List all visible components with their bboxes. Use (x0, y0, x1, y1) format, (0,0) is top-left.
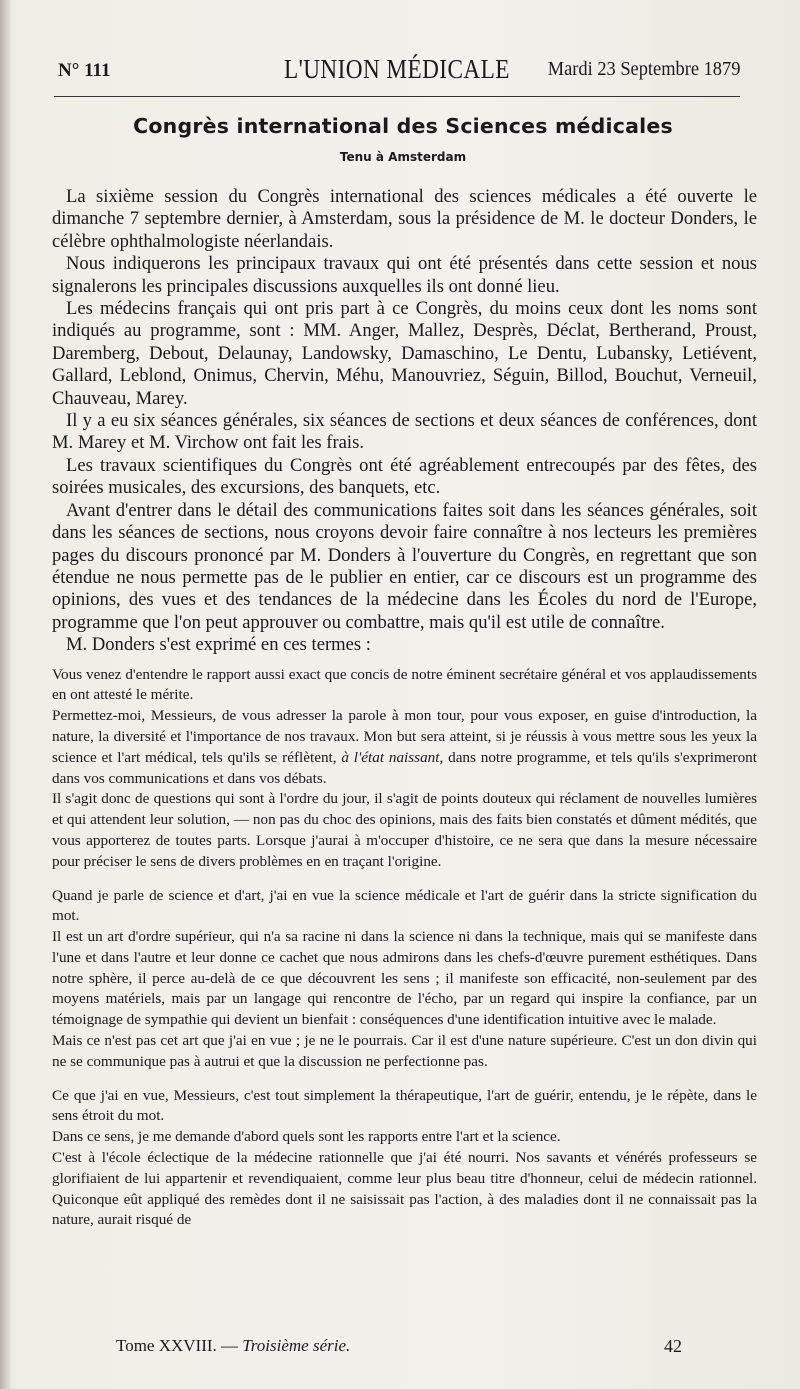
speech-paragraph: Il est un art d'ordre supérieur, qui n'a sa racine ni dans la science ni dans la technique, mais qui se manifeste dans l'une et dans l'autre et leur donne ce cachet que nous admirons dans les chefs-d'œuvre purement esthétiques. Dans notre sphère, il perce au-delà de ce que découvrent les sens ; il manifeste son efficacité, non-seulement par des moyens matériels, mais par un langage qui rencontre de l'écho, par un regard qui inspire la confiance, par un témoignage de sympathie qui devient un bienfait : conséquences d'une identification intuitive avec le malade. (52, 928, 757, 1029)
intro-paragraph: La sixième session du Congrès international des sciences médicales a été ouverte le dimanche 7 septembre dernier, à Amsterdam, sous la présidence de M. le docteur Donders, le célèbre ophthalmologiste néerlandais. (52, 186, 757, 252)
article-subtitle: Tenu à Amsterdam (339, 150, 467, 164)
speech-text: dans notre programme, et tels qu'ils s'exprimeront dans vos communications et dans vos débats. (52, 748, 757, 787)
intro-paragraph: Les travaux scientifiques du Congrès ont été agréablement entrecoupés par des fêtes, des soirées musicales, des excursions, des banquets, etc. (52, 454, 757, 499)
intro-paragraph: Avant d'entrer dans le détail des communications faites soit dans les séances générales, soit dans les séances de sections, nous croyons devoir faire connaître à nos lecteurs les premières pages du discours prononcé par M. Donders à l'ouverture du Congrès, en regrettant que son étendue ne nous permette pas de le publier en entier, car ce discours est un programme des opinions, des vues et des tendances de la médecine dans les Écoles du nord de l'Europe, programme que l'on peut approuver ou combattre, mais qu'il est utile de connaître. (52, 499, 757, 633)
speech-paragraph: Mais ce n'est pas cet art que j'ai en vue ; je ne le pourrais. Car il est d'une nature supérieure. C'est un don divin qui ne se communique pas à autrui et que la discussion ne perfectionne pas. (52, 1032, 757, 1070)
speech-paragraph (52, 706, 757, 789)
journal-title: L'UNION MÉDICALE (284, 54, 510, 84)
book-spine-shadow (0, 0, 10, 1389)
intro-paragraph: Nous indiquerons les principaux travaux qui ont été présentés dans cette session et nous signalerons les principales discussions auxquelles ils ont donné lieu. (52, 253, 757, 297)
speech-text: Permettez-moi, Messieurs, de vous adresser la parole à mon tour, pour vous exposer, en guise d'introduction, la nature, la diversité et l'importance de nos travaux. Mon but sera atteint, si je réussis à vous mettre sous les yeux la science et l'art médical, tels qu'ils se réflètent, (52, 707, 757, 766)
running-header (58, 54, 740, 88)
header-rule (54, 96, 740, 97)
speech-italic-phrase: à l'état naissant, (341, 748, 444, 766)
article-body (52, 186, 757, 1231)
volume-label (116, 1336, 350, 1356)
speech-paragraph: Dans ce sens, je me demande d'abord quels sont les rapports entre l'art et la science. (52, 1128, 561, 1146)
intro-paragraph: Il y a eu six séances générales, six séances de sections et deux séances de conférences, dont M. Marey et M. Virchow ont fait les frais. (52, 410, 757, 454)
intro-paragraph: M. Donders s'est exprimé en ces termes : (66, 634, 371, 656)
issue-number: N° 111 (58, 60, 111, 81)
speech-paragraph: C'est à l'école éclectique de la médecine rationnelle que j'ai été nourri. Nos savants et vénérés professeurs se glorifiaient de lui appartenir et revendiquaient, comme leur plus beau titre d'honneur, celui de médecin rationnel. Quiconque eût appliqué des remèdes dont il ne saisissait pas l'action, à des maladies dont il ne connaissait pas la nature, aurait risqué de (52, 1149, 757, 1229)
speech-excerpt (52, 665, 757, 1232)
intro-paragraph: Les médecins français qui ont pris part à ce Congrès, du moins ceux dont les noms sont indiqués au programme, sont : MM. Anger, Mallez, Desprès, Déclat, Bertherand, Proust, Daremberg, Debout, Delaunay, Landowsky, Damaschino, Le Dentu, Lubansky, Letiévent, Gallard, Leblond, Onimus, Chervin, Méhu, Manouvriez, Séguin, Billod, Bouchut, Verneuil, Chauveau, Marey. (52, 298, 757, 409)
issue-date: Mardi 23 Septembre 1879 (547, 58, 740, 80)
speech-paragraph: Quand je parle de science et d'art, j'ai en vue la science médicale et l'art de guérir dans la stricte signification du mot. (52, 886, 757, 925)
page-number: 42 (664, 1336, 682, 1356)
volume-number: Tome XXVIII. — (116, 1336, 239, 1355)
speech-paragraph: Ce que j'ai en vue, Messieurs, c'est tout simplement la thérapeutique, l'art de guérir, entendu, je le répète, dans le sens étroit du mot. (52, 1086, 757, 1125)
series-label: Troisième série. (242, 1336, 351, 1355)
page-footer (116, 1336, 682, 1360)
article-title: Congrès international des Sciences médicales (133, 114, 673, 138)
speech-paragraph: Il s'agit donc de questions qui sont à l'ordre du jour, il s'agit de points douteux qui réclament de nouvelles lumières et qui attendent leur solution, — non pas du choc des opinions, mais des faits bien constatés et dûment médités, que vous apporterez de toutes parts. Lorsque j'aurai à m'occuper d'histoire, ce ne sera que dans la mesure nécessaire pour préciser le sens de divers problèmes en en traçant l'origine. (52, 790, 757, 870)
speech-paragraph: Vous venez d'entendre le rapport aussi exact que concis de notre éminent secrétaire général et vos applaudissements en ont attesté le mérite. (52, 665, 757, 704)
